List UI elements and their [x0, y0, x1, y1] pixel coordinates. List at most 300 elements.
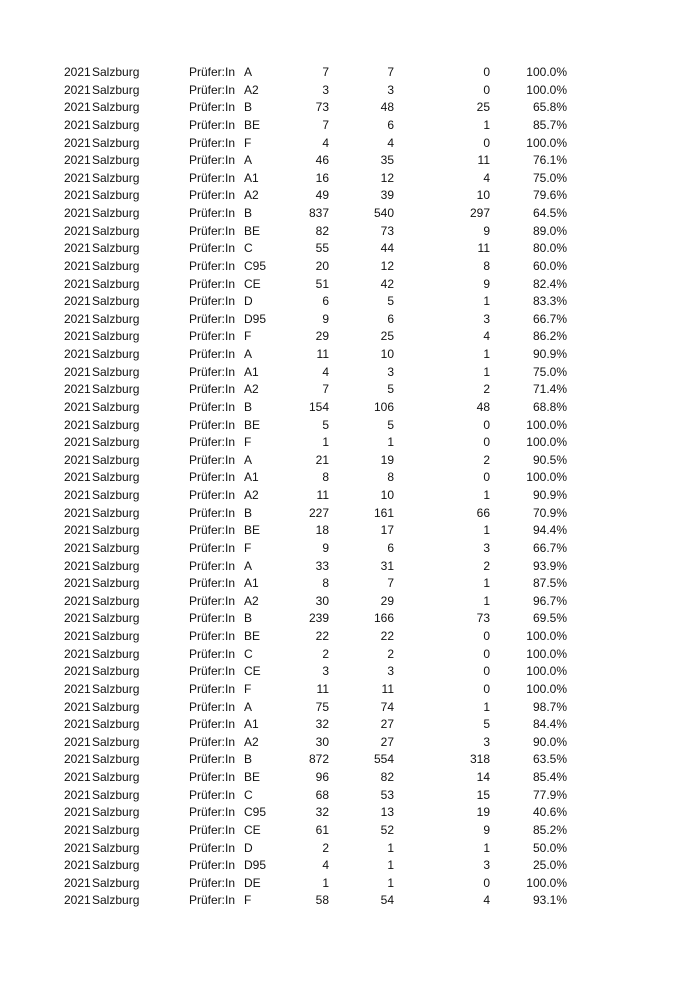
year-cell: 2021 [64, 699, 91, 714]
year-cell: 2021 [64, 893, 91, 908]
region-cell: Salzburg [92, 223, 140, 238]
pass-rate-cell: 100.0% [526, 82, 567, 97]
failed-count-cell: 1 [483, 593, 490, 608]
license-class-cell: A [244, 558, 253, 573]
role-cell: Prüfer:In [189, 576, 236, 591]
license-class-cell: B [244, 752, 253, 767]
total-count-cell: 96 [315, 770, 329, 784]
region-cell: Salzburg [92, 840, 140, 855]
table-row [0, 117, 700, 135]
failed-count-cell: 3 [483, 734, 490, 749]
year-cell: 2021 [64, 770, 91, 784]
license-class-cell: A2 [244, 734, 259, 749]
failed-count-cell: 0 [483, 65, 490, 79]
region-cell: Salzburg [92, 294, 140, 309]
table-row [0, 240, 700, 258]
role-cell: Prüfer:In [189, 717, 236, 732]
passed-count-cell: 6 [387, 311, 394, 326]
year-cell: 2021 [64, 840, 91, 855]
table-row [0, 716, 700, 734]
total-count-cell: 21 [315, 452, 329, 467]
license-class-cell: DE [244, 875, 261, 890]
failed-count-cell: 0 [483, 135, 490, 150]
license-class-cell: A1 [244, 170, 259, 185]
pass-rate-cell: 100.0% [526, 470, 567, 485]
passed-count-cell: 3 [387, 82, 394, 97]
pass-rate-cell: 89.0% [532, 223, 567, 238]
role-cell: Prüfer:In [189, 770, 236, 784]
year-cell: 2021 [64, 752, 91, 767]
license-class-cell: BE [244, 117, 261, 132]
passed-count-cell: 7 [387, 65, 394, 79]
passed-count-cell: 52 [380, 822, 394, 837]
failed-count-cell: 3 [483, 540, 490, 555]
role-cell: Prüfer:In [189, 558, 236, 573]
passed-count-cell: 74 [380, 699, 394, 714]
year-cell: 2021 [64, 593, 91, 608]
failed-count-cell: 2 [483, 452, 490, 467]
table-row [0, 487, 700, 505]
role-cell: Prüfer:In [189, 417, 236, 432]
total-count-cell: 20 [315, 258, 329, 273]
role-cell: Prüfer:In [189, 188, 236, 203]
region-cell: Salzburg [92, 276, 140, 291]
total-count-cell: 68 [315, 787, 329, 802]
region-cell: Salzburg [92, 382, 140, 397]
license-class-cell: A2 [244, 188, 259, 203]
pass-rate-cell: 86.2% [532, 329, 567, 344]
year-cell: 2021 [64, 717, 91, 732]
region-cell: Salzburg [92, 311, 140, 326]
year-cell: 2021 [64, 135, 91, 150]
failed-count-cell: 1 [483, 294, 490, 309]
year-cell: 2021 [64, 329, 91, 344]
table-row [0, 681, 700, 699]
passed-count-cell: 6 [387, 540, 394, 555]
region-cell: Salzburg [92, 241, 140, 256]
pass-rate-cell: 79.6% [532, 188, 567, 203]
table-row [0, 311, 700, 329]
year-cell: 2021 [64, 153, 91, 168]
table-row [0, 734, 700, 752]
region-cell: Salzburg [92, 170, 140, 185]
passed-count-cell: 1 [387, 858, 394, 873]
year-cell: 2021 [64, 858, 91, 873]
table-row [0, 610, 700, 628]
region-cell: Salzburg [92, 576, 140, 591]
region-cell: Salzburg [92, 347, 140, 361]
role-cell: Prüfer:In [189, 170, 236, 185]
table-row [0, 170, 700, 188]
pass-rate-cell: 90.9% [532, 347, 567, 361]
table-row [0, 522, 700, 540]
region-cell: Salzburg [92, 646, 140, 661]
passed-count-cell: 54 [380, 893, 394, 908]
year-cell: 2021 [64, 664, 91, 679]
passed-count-cell: 12 [380, 258, 394, 273]
table-row [0, 875, 700, 893]
region-cell: Salzburg [92, 364, 140, 379]
pass-rate-cell: 100.0% [526, 135, 567, 150]
pass-rate-cell: 84.4% [532, 717, 567, 732]
passed-count-cell: 22 [380, 629, 394, 643]
total-count-cell: 5 [322, 417, 329, 432]
role-cell: Prüfer:In [189, 822, 236, 837]
total-count-cell: 1 [322, 435, 329, 450]
table-row [0, 417, 700, 435]
license-class-cell: BE [244, 770, 261, 784]
failed-count-cell: 1 [483, 840, 490, 855]
region-cell: Salzburg [92, 435, 140, 450]
year-cell: 2021 [64, 206, 91, 220]
total-count-cell: 75 [315, 699, 329, 714]
passed-count-cell: 3 [387, 364, 394, 379]
region-cell: Salzburg [92, 452, 140, 467]
total-count-cell: 2 [322, 840, 329, 855]
table-row [0, 223, 700, 241]
table-row [0, 64, 700, 82]
region-cell: Salzburg [92, 65, 140, 79]
passed-count-cell: 554 [373, 752, 394, 767]
region-cell: Salzburg [92, 822, 140, 837]
passed-count-cell: 42 [380, 276, 394, 291]
table-row [0, 82, 700, 100]
year-cell: 2021 [64, 294, 91, 309]
pass-rate-cell: 25.0% [532, 858, 567, 873]
pass-rate-cell: 100.0% [526, 664, 567, 679]
total-count-cell: 11 [316, 681, 329, 696]
license-class-cell: C95 [244, 805, 267, 820]
pass-rate-cell: 93.9% [532, 558, 567, 573]
region-cell: Salzburg [92, 558, 140, 573]
region-cell: Salzburg [92, 752, 140, 767]
role-cell: Prüfer:In [189, 664, 236, 679]
failed-count-cell: 11 [477, 153, 490, 168]
pass-rate-cell: 87.5% [532, 576, 567, 591]
total-count-cell: 11 [316, 488, 329, 502]
failed-count-cell: 10 [476, 188, 490, 203]
year-cell: 2021 [64, 258, 91, 273]
license-class-cell: D [244, 294, 253, 309]
role-cell: Prüfer:In [189, 329, 236, 344]
pass-rate-cell: 80.0% [532, 241, 567, 256]
failed-count-cell: 0 [483, 875, 490, 890]
license-class-cell: D95 [244, 858, 267, 873]
region-cell: Salzburg [92, 399, 140, 414]
role-cell: Prüfer:In [189, 540, 236, 555]
pass-rate-cell: 75.0% [532, 170, 567, 185]
failed-count-cell: 1 [483, 488, 490, 502]
table-row [0, 152, 700, 170]
region-cell: Salzburg [92, 734, 140, 749]
year-cell: 2021 [64, 875, 91, 890]
total-count-cell: 29 [315, 329, 329, 344]
passed-count-cell: 5 [387, 417, 394, 432]
table-row [0, 135, 700, 153]
region-cell: Salzburg [92, 188, 140, 203]
year-cell: 2021 [64, 65, 91, 79]
year-cell: 2021 [64, 417, 91, 432]
total-count-cell: 49 [315, 188, 329, 203]
table-row [0, 804, 700, 822]
table-row [0, 328, 700, 346]
passed-count-cell: 7 [387, 576, 394, 591]
failed-count-cell: 9 [483, 223, 490, 238]
pass-rate-cell: 76.1% [532, 153, 567, 168]
year-cell: 2021 [64, 558, 91, 573]
role-cell: Prüfer:In [189, 734, 236, 749]
total-count-cell: 46 [315, 153, 329, 168]
year-cell: 2021 [64, 241, 91, 256]
failed-count-cell: 0 [483, 82, 490, 97]
failed-count-cell: 19 [476, 805, 490, 820]
role-cell: Prüfer:In [189, 100, 236, 115]
role-cell: Prüfer:In [189, 452, 236, 467]
year-cell: 2021 [64, 822, 91, 837]
passed-count-cell: 1 [387, 435, 394, 450]
total-count-cell: 227 [308, 505, 329, 520]
license-class-cell: F [244, 540, 252, 555]
year-cell: 2021 [64, 523, 91, 538]
total-count-cell: 8 [322, 576, 329, 591]
failed-count-cell: 1 [483, 523, 490, 538]
pass-rate-cell: 40.6% [532, 805, 567, 820]
failed-count-cell: 14 [476, 770, 490, 784]
total-count-cell: 61 [315, 822, 329, 837]
table-row [0, 399, 700, 417]
license-class-cell: CE [244, 664, 261, 679]
license-class-cell: A [244, 452, 253, 467]
role-cell: Prüfer:In [189, 875, 236, 890]
role-cell: Prüfer:In [189, 153, 236, 168]
table-row [0, 293, 700, 311]
failed-count-cell: 1 [483, 699, 490, 714]
table-row [0, 646, 700, 664]
license-class-cell: A1 [244, 576, 259, 591]
pass-rate-cell: 82.4% [532, 276, 567, 291]
license-class-cell: A2 [244, 382, 259, 397]
role-cell: Prüfer:In [189, 435, 236, 450]
license-class-cell: A2 [244, 82, 259, 97]
role-cell: Prüfer:In [189, 681, 236, 696]
year-cell: 2021 [64, 505, 91, 520]
pass-rate-cell: 100.0% [526, 646, 567, 661]
region-cell: Salzburg [92, 875, 140, 890]
total-count-cell: 32 [315, 805, 329, 820]
failed-count-cell: 73 [476, 611, 490, 626]
failed-count-cell: 4 [483, 329, 490, 344]
total-count-cell: 7 [322, 65, 329, 79]
region-cell: Salzburg [92, 770, 140, 784]
year-cell: 2021 [64, 382, 91, 397]
failed-count-cell: 0 [483, 629, 490, 643]
pass-rate-cell: 50.0% [532, 840, 567, 855]
pass-rate-cell: 100.0% [526, 681, 567, 696]
table-row [0, 699, 700, 717]
year-cell: 2021 [64, 734, 91, 749]
license-class-cell: BE [244, 629, 261, 643]
failed-count-cell: 9 [483, 822, 490, 837]
data-table [0, 64, 700, 910]
year-cell: 2021 [64, 223, 91, 238]
failed-count-cell: 3 [483, 858, 490, 873]
passed-count-cell: 10 [380, 347, 394, 361]
total-count-cell: 872 [308, 752, 329, 767]
license-class-cell: BE [244, 417, 261, 432]
failed-count-cell: 66 [476, 505, 490, 520]
failed-count-cell: 3 [483, 311, 490, 326]
pass-rate-cell: 63.5% [532, 752, 567, 767]
role-cell: Prüfer:In [189, 347, 236, 361]
total-count-cell: 32 [315, 717, 329, 732]
role-cell: Prüfer:In [189, 82, 236, 97]
passed-count-cell: 73 [380, 223, 394, 238]
total-count-cell: 11 [316, 347, 329, 361]
region-cell: Salzburg [92, 540, 140, 555]
passed-count-cell: 8 [387, 470, 394, 485]
year-cell: 2021 [64, 576, 91, 591]
total-count-cell: 9 [322, 540, 329, 555]
table-row [0, 205, 700, 223]
failed-count-cell: 318 [469, 752, 490, 767]
year-cell: 2021 [64, 364, 91, 379]
role-cell: Prüfer:In [189, 470, 236, 485]
failed-count-cell: 0 [483, 435, 490, 450]
total-count-cell: 82 [315, 223, 329, 238]
total-count-cell: 9 [322, 311, 329, 326]
failed-count-cell: 4 [483, 893, 490, 908]
license-class-cell: C [244, 646, 253, 661]
passed-count-cell: 11 [381, 681, 394, 696]
role-cell: Prüfer:In [189, 611, 236, 626]
failed-count-cell: 0 [483, 470, 490, 485]
total-count-cell: 7 [322, 382, 329, 397]
role-cell: Prüfer:In [189, 646, 236, 661]
passed-count-cell: 17 [380, 523, 394, 538]
failed-count-cell: 0 [483, 417, 490, 432]
table-row [0, 187, 700, 205]
year-cell: 2021 [64, 629, 91, 643]
table-row [0, 628, 700, 646]
region-cell: Salzburg [92, 117, 140, 132]
pass-rate-cell: 85.4% [532, 770, 567, 784]
total-count-cell: 1 [322, 875, 329, 890]
total-count-cell: 16 [315, 170, 329, 185]
license-class-cell: CE [244, 276, 261, 291]
year-cell: 2021 [64, 435, 91, 450]
role-cell: Prüfer:In [189, 258, 236, 273]
license-class-cell: D95 [244, 311, 267, 326]
total-count-cell: 4 [322, 364, 329, 379]
year-cell: 2021 [64, 646, 91, 661]
license-class-cell: BE [244, 223, 261, 238]
pass-rate-cell: 64.5% [532, 206, 567, 220]
passed-count-cell: 12 [380, 170, 394, 185]
passed-count-cell: 27 [380, 734, 394, 749]
table-row [0, 452, 700, 470]
pass-rate-cell: 90.9% [532, 488, 567, 502]
table-row [0, 540, 700, 558]
license-class-cell: B [244, 611, 253, 626]
table-row [0, 840, 700, 858]
failed-count-cell: 1 [483, 576, 490, 591]
passed-count-cell: 44 [380, 241, 394, 256]
table-row [0, 258, 700, 276]
pass-rate-cell: 75.0% [532, 364, 567, 379]
table-row [0, 276, 700, 294]
license-class-cell: B [244, 206, 253, 220]
role-cell: Prüfer:In [189, 840, 236, 855]
table-row [0, 787, 700, 805]
passed-count-cell: 106 [373, 399, 394, 414]
total-count-cell: 8 [322, 470, 329, 485]
year-cell: 2021 [64, 276, 91, 291]
total-count-cell: 33 [315, 558, 329, 573]
pass-rate-cell: 60.0% [532, 258, 567, 273]
failed-count-cell: 1 [483, 117, 490, 132]
license-class-cell: F [244, 435, 252, 450]
failed-count-cell: 0 [483, 681, 490, 696]
region-cell: Salzburg [92, 664, 140, 679]
license-class-cell: A [244, 347, 253, 361]
role-cell: Prüfer:In [189, 629, 236, 643]
year-cell: 2021 [64, 488, 91, 502]
region-cell: Salzburg [92, 329, 140, 344]
role-cell: Prüfer:In [189, 223, 236, 238]
pass-rate-cell: 85.2% [532, 822, 567, 837]
passed-count-cell: 31 [380, 558, 394, 573]
table-row [0, 769, 700, 787]
failed-count-cell: 9 [483, 276, 490, 291]
table-row [0, 346, 700, 364]
pass-rate-cell: 98.7% [532, 699, 567, 714]
role-cell: Prüfer:In [189, 65, 236, 79]
total-count-cell: 22 [315, 629, 329, 643]
license-class-cell: F [244, 893, 252, 908]
passed-count-cell: 1 [387, 875, 394, 890]
failed-count-cell: 0 [483, 646, 490, 661]
role-cell: Prüfer:In [189, 488, 236, 502]
role-cell: Prüfer:In [189, 699, 236, 714]
role-cell: Prüfer:In [189, 311, 236, 326]
year-cell: 2021 [64, 470, 91, 485]
pass-rate-cell: 85.7% [532, 117, 567, 132]
total-count-cell: 51 [315, 276, 329, 291]
year-cell: 2021 [64, 681, 91, 696]
region-cell: Salzburg [92, 787, 140, 802]
table-row [0, 469, 700, 487]
region-cell: Salzburg [92, 629, 140, 643]
total-count-cell: 30 [315, 734, 329, 749]
passed-count-cell: 166 [373, 611, 394, 626]
failed-count-cell: 25 [476, 100, 490, 115]
total-count-cell: 4 [322, 858, 329, 873]
failed-count-cell: 2 [483, 382, 490, 397]
failed-count-cell: 4 [483, 170, 490, 185]
table-row [0, 751, 700, 769]
year-cell: 2021 [64, 805, 91, 820]
license-class-cell: A [244, 65, 253, 79]
pass-rate-cell: 66.7% [532, 540, 567, 555]
passed-count-cell: 35 [380, 153, 394, 168]
table-row [0, 822, 700, 840]
total-count-cell: 4 [322, 135, 329, 150]
pass-rate-cell: 100.0% [526, 875, 567, 890]
role-cell: Prüfer:In [189, 523, 236, 538]
license-class-cell: A2 [244, 488, 259, 502]
role-cell: Prüfer:In [189, 787, 236, 802]
region-cell: Salzburg [92, 100, 140, 115]
